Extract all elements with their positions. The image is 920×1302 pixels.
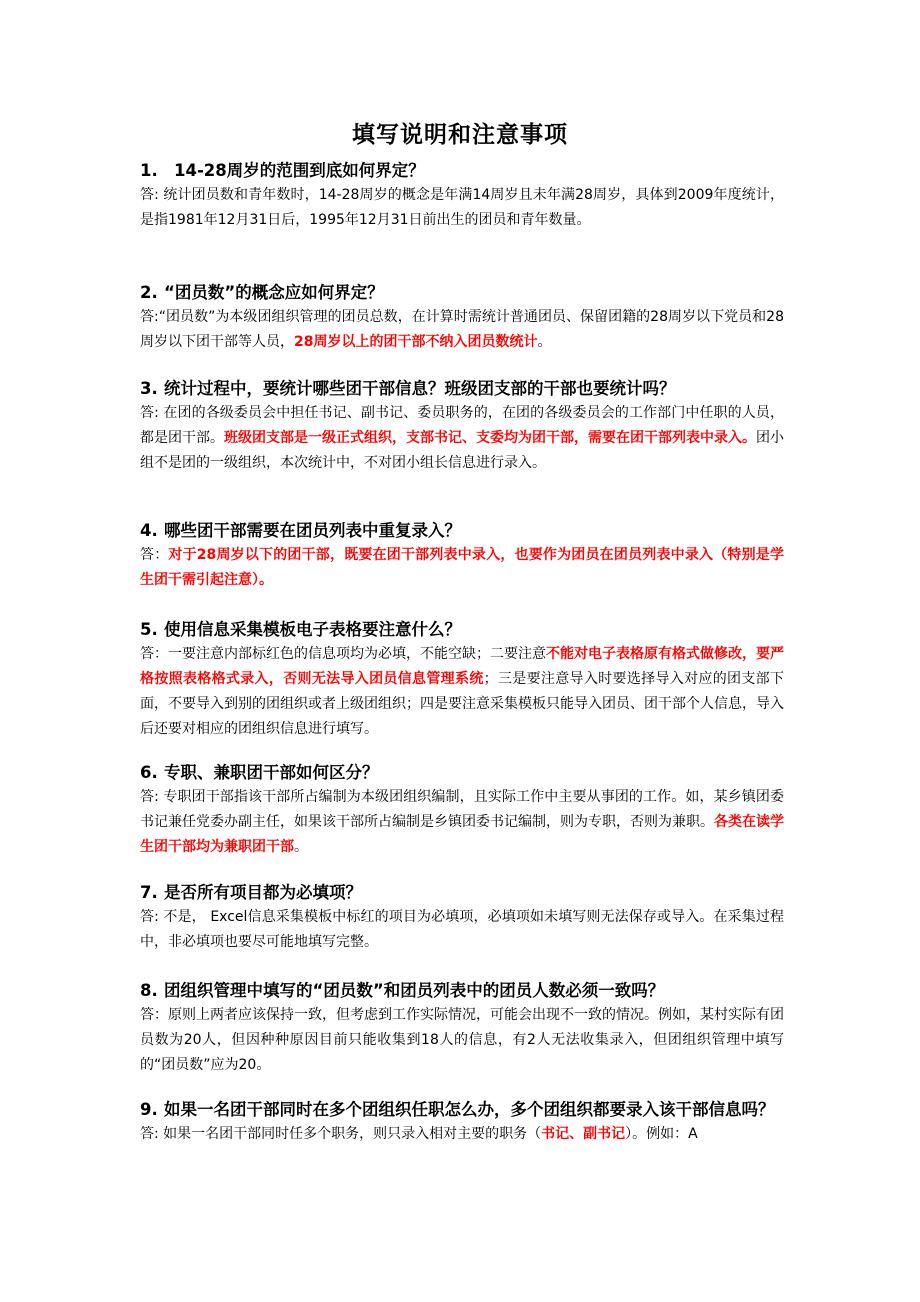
question-text: 14-28周岁的范围到底如何界定？ — [174, 161, 425, 180]
qa-item — [140, 978, 784, 1078]
answer-text — [140, 183, 784, 233]
answer-segment: ；三是要注意导入时要选择导入对应的团支部下面，不要导入到别的团组织或者上级团组织；四是要注意采集模板只能导入团员、团干部个人信息，导入后还要对相应的团组织信息进行填写。 — [140, 671, 785, 737]
answer-segment: ）。例如：A — [625, 1126, 698, 1142]
question-heading — [140, 617, 784, 642]
highlighted-note: 班级团支部是一级正式组织，支部书记、支委均为团干部，需要在团干部列表中录入。 — [224, 430, 756, 446]
qa-item — [140, 880, 784, 955]
qa-item — [140, 376, 784, 476]
answer-text — [140, 305, 784, 355]
answer-segment: 团小组不是团的一级组织，本次统计中，不对团小组长信息进行录入。 — [140, 430, 784, 471]
answer-text — [140, 1122, 784, 1147]
document-title: 填写说明和注意事项 — [352, 122, 568, 148]
highlighted-note: 各类在读学生团干部均为兼职团干部 — [140, 814, 784, 855]
question-text: 如果一名团干部同时在多个团组织任职怎么办，多个团组织都要录入该干部信息吗？ — [164, 1100, 775, 1119]
question-number: 5. — [140, 620, 158, 639]
question-text: 统计过程中，要统计哪些团干部信息？班级团支部的干部也要统计吗？ — [164, 379, 676, 398]
question-text: 专职、兼职团干部如何区分？ — [164, 763, 379, 782]
question-number: 9. — [140, 1100, 158, 1119]
answer-text — [140, 642, 784, 742]
highlighted-note: 28周岁以上的团干部不纳入团员数统计 — [294, 334, 538, 350]
question-text: 团组织管理中填写的“团员数”和团员列表中的团员人数必须一致吗？ — [164, 981, 665, 1000]
qa-item — [140, 518, 784, 593]
highlighted-note: 不能对电子表格原有格式做修改，要严格按照表格格式录入，否则无法导入团员信息管理系统 — [140, 646, 784, 687]
qa-item — [140, 760, 784, 860]
answer-segment: 。 — [294, 839, 308, 855]
question-number: 8. — [140, 981, 158, 1000]
question-number: 3. — [140, 379, 158, 398]
question-number: 7. — [140, 883, 158, 902]
highlighted-note: 对于28周岁以下的团干部，既要在团干部列表中录入，也要作为团员在团员列表中录入（特别是学生团干需引起注意）。 — [140, 547, 784, 588]
answer-text — [140, 905, 784, 955]
question-number: 1. — [140, 161, 158, 180]
question-heading — [140, 978, 784, 1003]
answer-segment: 答：一要注意内部标红色的信息项均为必填，不能空缺；二要注意 — [140, 646, 546, 662]
qa-item — [140, 280, 784, 355]
question-heading — [140, 518, 784, 543]
qa-item — [140, 158, 784, 233]
answer-segment: 答: 专职团干部指该干部所占编制为本级团组织编制，且实际工作中主要从事团的工作。如，某乡镇团委书记兼任党委办副主任，如果该干部所占编制是乡镇团委书记编制，则为专职，否则为兼职。 — [140, 789, 784, 830]
question-text: “团员数”的概念应如何界定？ — [164, 283, 384, 302]
question-heading — [140, 158, 784, 183]
answer-segment: 答: 如果一名团干部同时任多个职务，则只录入相对主要的职务（ — [140, 1126, 542, 1142]
qa-item — [140, 1097, 784, 1147]
answer-text — [140, 785, 784, 860]
question-number: 4. — [140, 521, 158, 540]
qa-item — [140, 617, 784, 742]
question-text: 哪些团干部需要在团员列表中重复录入？ — [164, 521, 461, 540]
highlighted-note: 书记、副书记 — [541, 1126, 626, 1142]
question-heading — [140, 280, 784, 305]
answer-segment: 答: 在团的各级委员会中担任书记、副书记、委员职务的，在团的各级委员会的工作部门中任职的人员，都是团干部。 — [140, 405, 784, 446]
question-number: 6. — [140, 763, 158, 782]
question-heading — [140, 880, 784, 905]
answer-segment: 答：原则上两者应该保持一致，但考虑到工作实际情况，可能会出现不一致的情况。例如，某村实际有团员数为20人，但因种种原因目前只能收集到18人的信息，有2人无法收集录入，但团组织管理中填写的“团员数”应为20。 — [140, 1007, 784, 1073]
answer-segment: 答: 统计团员数和青年数时，14-28周岁的概念是年满14周岁且未年满28周岁，具体到2009年度统计，是指1981年12月31日后，1995年12月31日前出生的团员和青年数量。 — [140, 187, 784, 228]
question-text: 使用信息采集模板电子表格要注意什么？ — [164, 620, 461, 639]
answer-segment: 答:“团员数”为本级团组织管理的团员总数，在计算时需统计普通团员、保留团籍的28周岁以下党员和28周岁以下团干部等人员， — [140, 309, 784, 350]
question-heading — [140, 376, 784, 401]
answer-segment: 答: 不是， Excel信息采集模板中标红的项目为必填项，必填项如未填写则无法保存或导入。在采集过程中，非必填项也要尽可能地填写完整。 — [140, 909, 784, 950]
question-text: 是否所有项目都为必填项？ — [164, 883, 362, 902]
answer-segment: 答： — [140, 547, 169, 563]
question-heading — [140, 760, 784, 785]
question-number: 2. — [140, 283, 158, 302]
answer-segment: 。 — [537, 334, 552, 350]
question-heading — [140, 1097, 784, 1122]
answer-text — [140, 543, 784, 593]
answer-text — [140, 401, 784, 476]
answer-text — [140, 1003, 784, 1078]
